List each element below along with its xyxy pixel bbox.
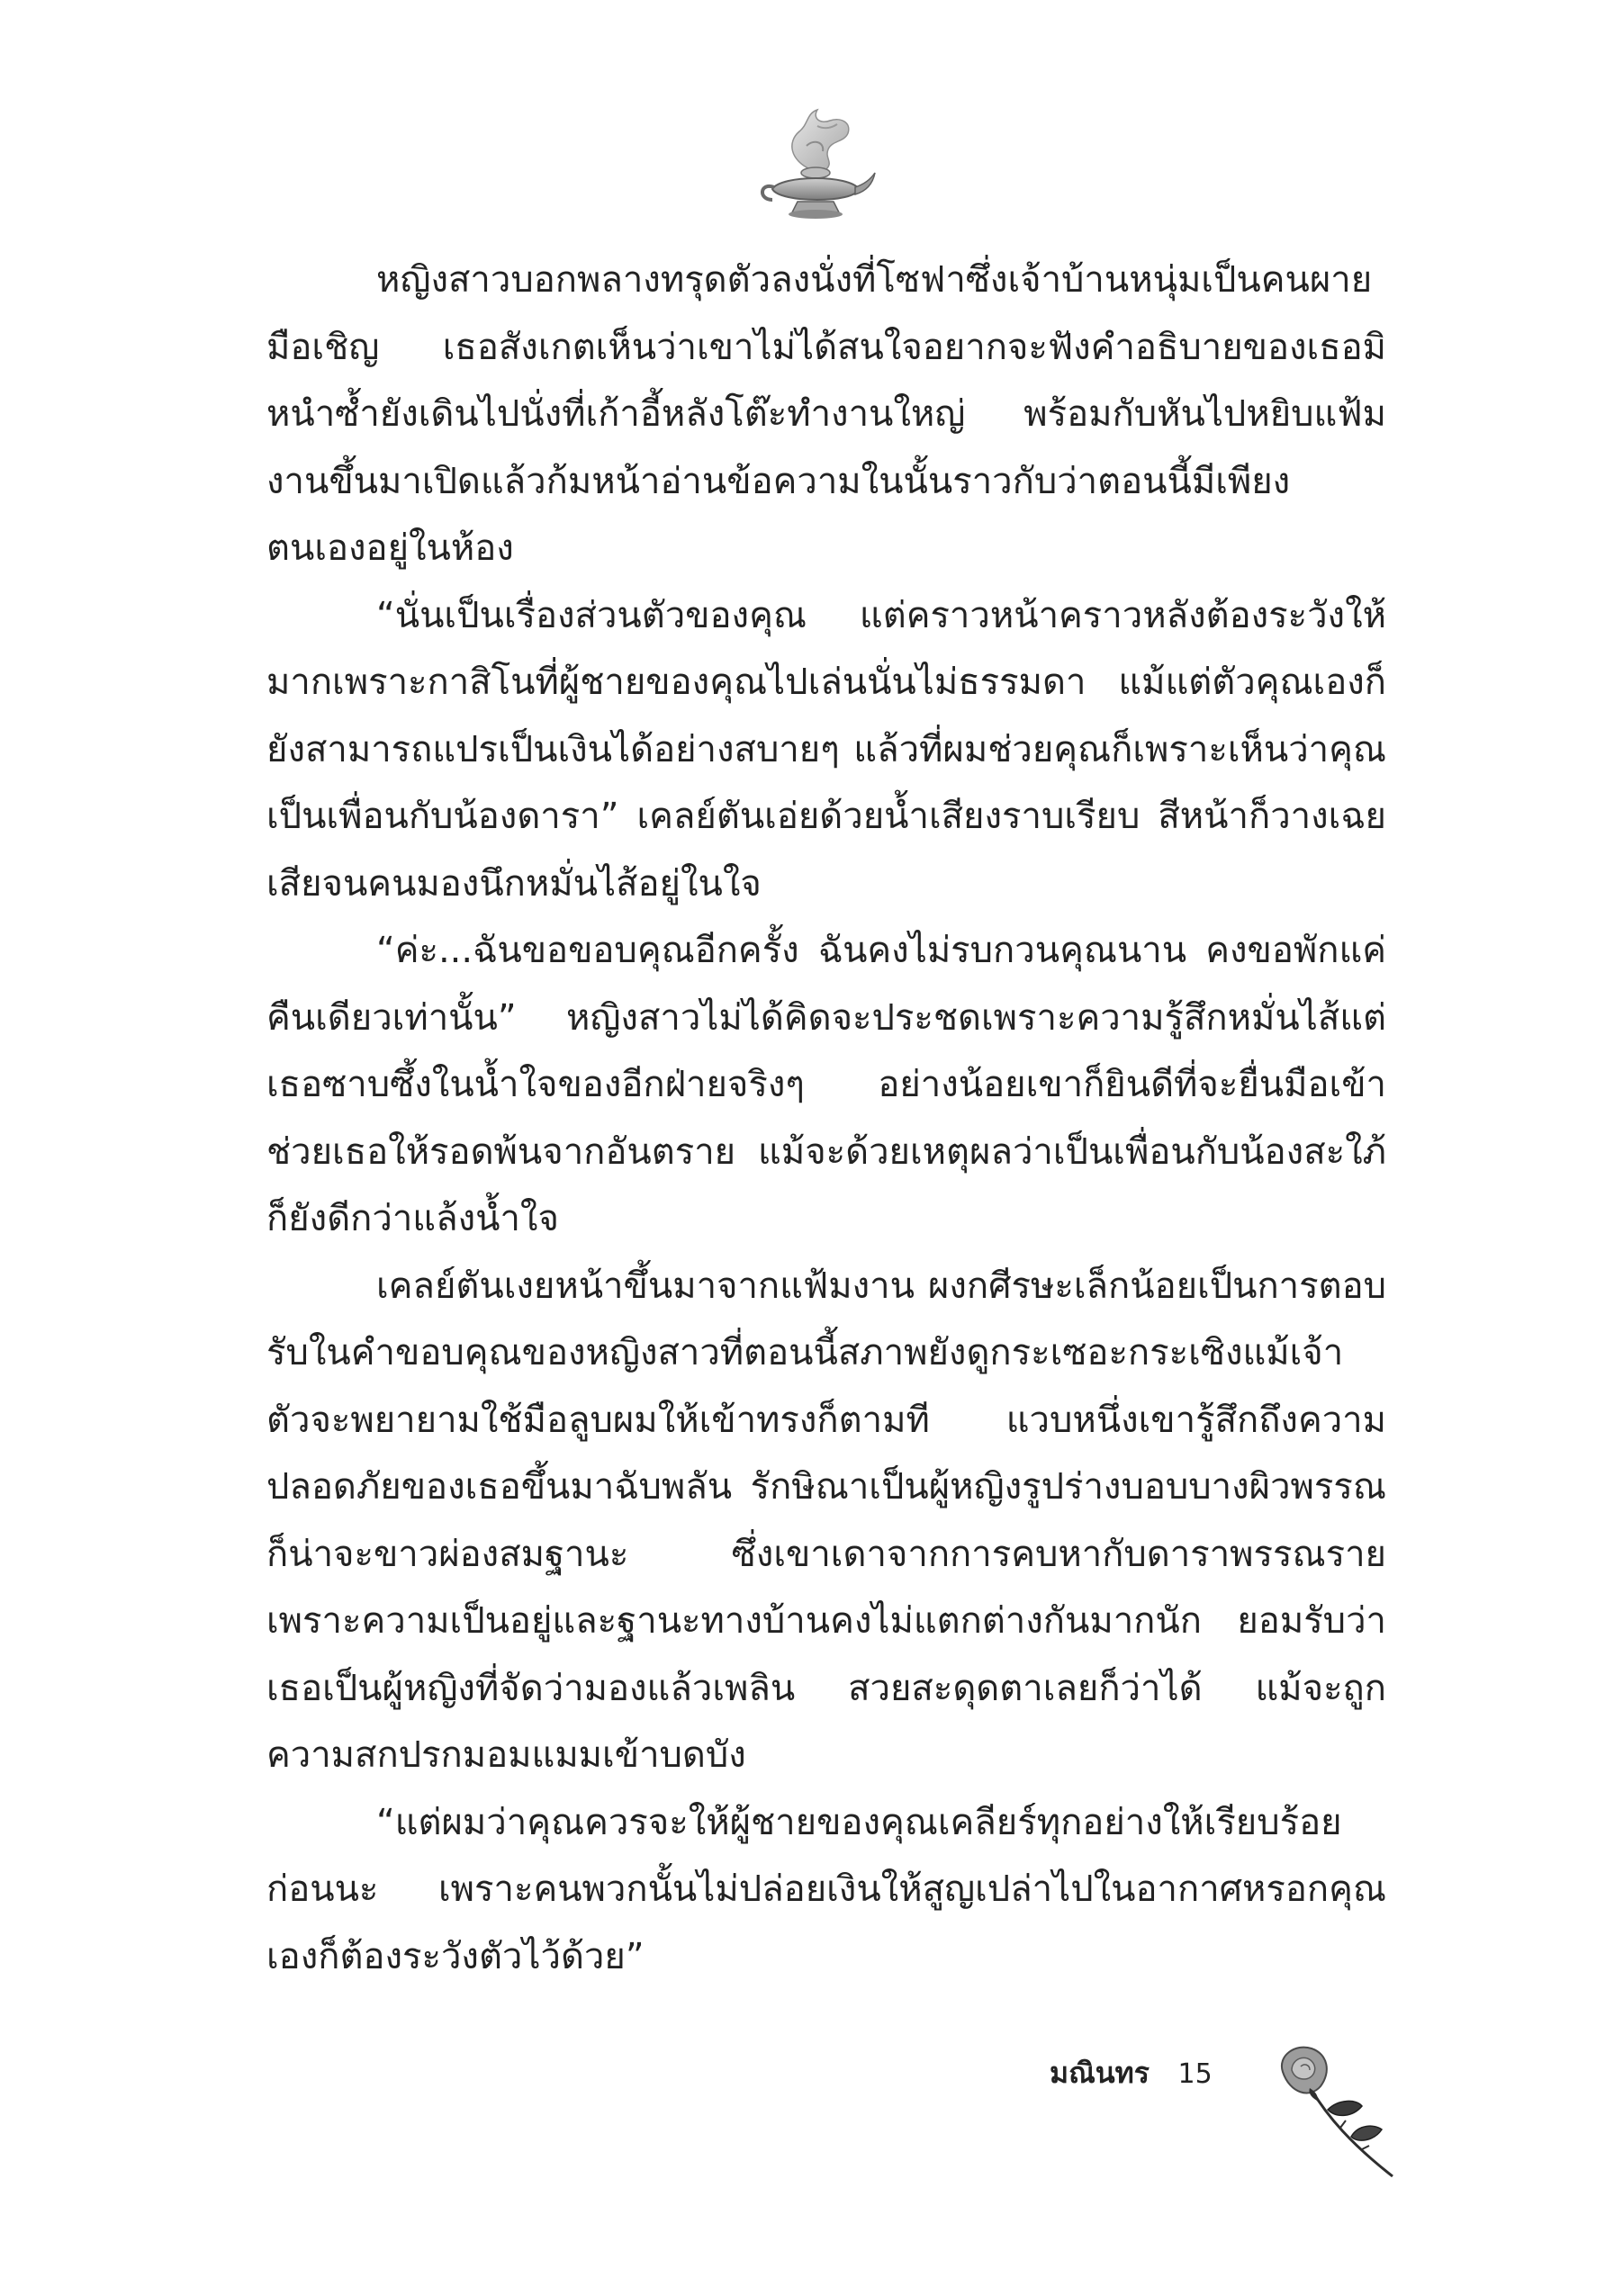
- paragraph: “นั่นเป็นเรื่องส่วนตัวของคุณ แต่คราวหน้าคราวหลังต้องระวังให้มากเพราะกาสิโนที่ผู้ชายของคุณไปเล่นนั่นไม่ธรรมดา แม้แต่ตัวคุณเองก็ยังสามารถแปรเป็นเงินได้อย่างสบายๆ แล้วที่ผมช่วยคุณก็เพราะเห็นว่าคุณเป็นเพื่อนกับน้องดารา” เคลย์ตันเอ่ยด้วยน้ำเสียงราบเรียบ สีหน้าก็วางเฉยเสียจนคนมองนึกหมั่นไส้อยู่ในใจ: [266, 594, 1386, 905]
- paragraph: “แต่ผมว่าคุณควรจะให้ผู้ชายของคุณเคลียร์ทุกอย่างให้เรียบร้อยก่อนนะ เพราะคนพวกนั้นไม่ปล่อยเงินให้สูญเปล่าไปในอากาศหรอกคุณเองก็ต้องระวังตัวไว้ด้วย”: [266, 1801, 1386, 1977]
- paragraph: เคลย์ตันเงยหน้าขึ้นมาจากแฟ้มงาน ผงกศีรษะเล็กน้อยเป็นการตอบรับในคำขอบคุณของหญิงสาวที่ตอนนี้สภาพยังดูกระเซอะกระเซิงแม้เจ้าตัวจะพยายามใช้มือลูบผมให้เข้าทรงก็ตามที แวบหนึ่งเขารู้สึกถึงความปลอดภัยของเธอขึ้นมาฉับพลัน รักษิณาเป็นผู้หญิงรูปร่างบอบบางผิวพรรณก็น่าจะขาวผ่องสมฐานะ ซึ่งเขาเดาจากการคบหากับดาราพรรณรายเพราะความเป็นอยู่และฐานะทางบ้านคงไม่แตกต่างกันมากนัก ยอมรับว่าเธอเป็นผู้หญิงที่จัดว่ามองแล้วเพลิน สวยสะดุดตาเลยก็ว่าได้ แม้จะถูกความสกปรกมอมแมมเข้าบดบัง: [266, 1265, 1386, 1776]
- page-number: 15: [1177, 2058, 1213, 2090]
- author-name: มณินทร: [1050, 2056, 1150, 2090]
- paragraph: หญิงสาวบอกพลางทรุดตัวลงนั่งที่โซฟาซึ่งเจ้าบ้านหนุ่มเป็นคนผายมือเชิญ เธอสังเกตเห็นว่าเขาไม่ได้สนใจอยากจะฟังคำอธิบายของเธอมิหนำซ้ำยังเดินไปนั่งที่เก้าอี้หลังโต๊ะทำงานใหญ่ พร้อมกับหันไปหยิบแฟ้มงานขึ้นมาเปิดแล้วก้มหน้าอ่านข้อความในนั้นราวกับว่าตอนนี้มีเพียงตนเองอยู่ในห้อง: [266, 259, 1386, 569]
- rose-icon: [1265, 2036, 1400, 2180]
- page-footer: [1050, 2055, 1213, 2091]
- magic-lamp-icon: [754, 106, 877, 225]
- body-text: [266, 247, 1386, 1990]
- paragraph: “ค่ะ...ฉันขอขอบคุณอีกครั้ง ฉันคงไม่รบกวนคุณนาน คงขอพักแค่คืนเดียวเท่านั้น” หญิงสาวไม่ได้คิดจะประชดเพราะความรู้สึกหมั่นไส้แต่เธอซาบซึ้งในน้ำใจของอีกฝ่ายจริงๆ อย่างน้อยเขาก็ยินดีที่จะยื่นมือเข้าช่วยเธอให้รอดพ้นจากอันตราย แม้จะด้วยเหตุผลว่าเป็นเพื่อนกับน้องสะใภ้ก็ยังดีกว่าแล้งน้ำใจ: [266, 930, 1386, 1239]
